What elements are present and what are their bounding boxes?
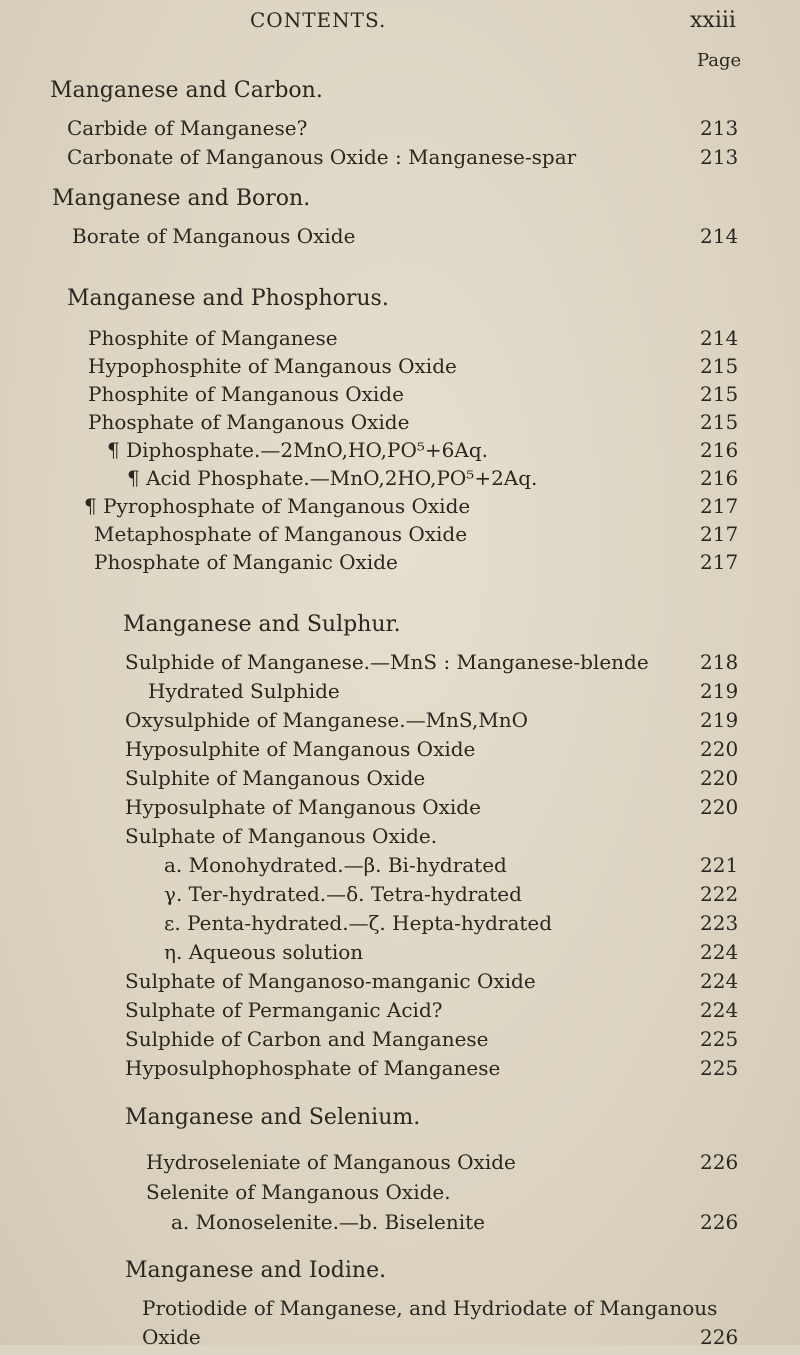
contents-entry: Oxide [142,1325,201,1349]
entry-title: Phosphate of Manganous Oxide [88,410,410,434]
entry-page-number: 220 [700,766,739,790]
entry-title: Hypophosphite of Manganous Oxide [88,354,457,378]
entry-page-number: 221 [700,853,739,877]
running-title: CONTENTS. [250,8,387,32]
entry-page-number: 219 [700,679,739,703]
entry-page-number: 217 [700,550,739,574]
entry-page-number: 224 [700,969,739,993]
entry-title: Manganese and Iodine. [125,1258,387,1283]
entry-page-number: 222 [700,882,739,906]
entry-page-number: 224 [700,998,739,1022]
entry-page-number: 226 [700,1210,739,1234]
entry-page-number: 217 [700,494,739,518]
entry-page-number: 219 [700,708,739,732]
entry-title: Sulphite of Manganous Oxide [125,766,426,790]
entry-page-number: 218 [700,650,739,674]
entry-title: Hydrated Sulphide [148,679,340,703]
entry-page-number: 217 [700,522,739,546]
entry-title: a. Monohydrated.—β. Bi-hydrated [164,853,507,877]
entry-page-number: 214 [700,224,739,248]
entry-page-number: 225 [700,1027,739,1051]
entry-page-number: 213 [700,145,739,169]
entry-title: Selenite of Manganous Oxide. [146,1180,451,1204]
entry-page-number: 215 [700,410,739,434]
entry-page-number: 215 [700,354,739,378]
entry-page-number: 215 [700,382,739,406]
entry-page-number: 216 [700,438,739,462]
entry-title: Phosphite of Manganous Oxide [88,382,404,406]
entry-page-number: 226 [700,1150,739,1174]
entry-title: Oxysulphide of Manganese.—MnS,MnO [125,708,529,732]
entry-title: Sulphate of Manganoso-manganic Oxide [125,969,536,993]
entry-title: Phosphite of Manganese [88,326,338,350]
entry-title: ε. Penta-hydrated.—ζ. Hepta-hydrated [164,911,553,935]
entry-title: Hyposulphite of Manganous Oxide [125,737,476,761]
entry-title: Hyposulphophosphate of Manganese [125,1056,501,1080]
entry-page-number: 220 [700,737,739,761]
entry-title: a. Monoselenite.—b. Biselenite [171,1210,486,1234]
entry-title: Manganese and Sulphur. [123,612,401,637]
entry-page-number: 224 [700,940,739,964]
entry-title: Sulphate of Permanganic Acid? [125,998,443,1022]
entry-title: Sulphide of Carbon and Manganese [125,1027,489,1051]
entry-page-number: 225 [700,1056,739,1080]
contents-entry: Protiodide of Manganese, and Hydriodate of Manganous [142,1296,718,1320]
entry-title: Carbide of Manganese? [67,116,308,140]
entry-title: Manganese and Phosphorus. [67,286,389,311]
entry-title: γ. Ter-hydrated.—δ. Tetra-hydrated [164,882,522,906]
page-column-label: Page [697,50,742,71]
entry-page-number: 223 [700,911,739,935]
entry-title: Metaphosphate of Manganous Oxide [94,522,468,546]
entry-title: Manganese and Boron. [52,186,311,211]
page-header [0,8,800,71]
entry-title: ¶ Diphosphate.—2MnO,HO,PO⁵+6Aq. [107,438,488,462]
entry-page-number: 213 [700,116,739,140]
entry-title: Carbonate of Manganous Oxide : Manganese-spar [67,145,577,169]
entry-title: η. Aqueous solution [164,940,364,964]
entry-title: Sulphide of Manganese.—MnS : Manganese-blende [125,650,649,674]
entry-page-number: 220 [700,795,739,819]
entry-page-number: 214 [700,326,739,350]
folio-number: xxiii [690,8,736,33]
entry-title: Hyposulphate of Manganous Oxide [125,795,481,819]
entry-title: Sulphate of Manganous Oxide. [125,824,438,848]
entry-title: Hydroseleniate of Manganous Oxide [146,1150,516,1174]
entry-title: ¶ Acid Phosphate.—MnO,2HO,PO⁵+2Aq. [127,466,538,490]
entry-page-number: 226 [700,1325,739,1349]
entry-title: Phosphate of Manganic Oxide [94,550,398,574]
entry-title: Borate of Manganous Oxide [72,224,356,248]
entry-page-number: 216 [700,466,739,490]
entry-title: Manganese and Selenium. [125,1105,421,1130]
entry-title: ¶ Pyrophosphate of Manganous Oxide [84,494,471,518]
entry-title: Manganese and Carbon. [50,78,323,103]
